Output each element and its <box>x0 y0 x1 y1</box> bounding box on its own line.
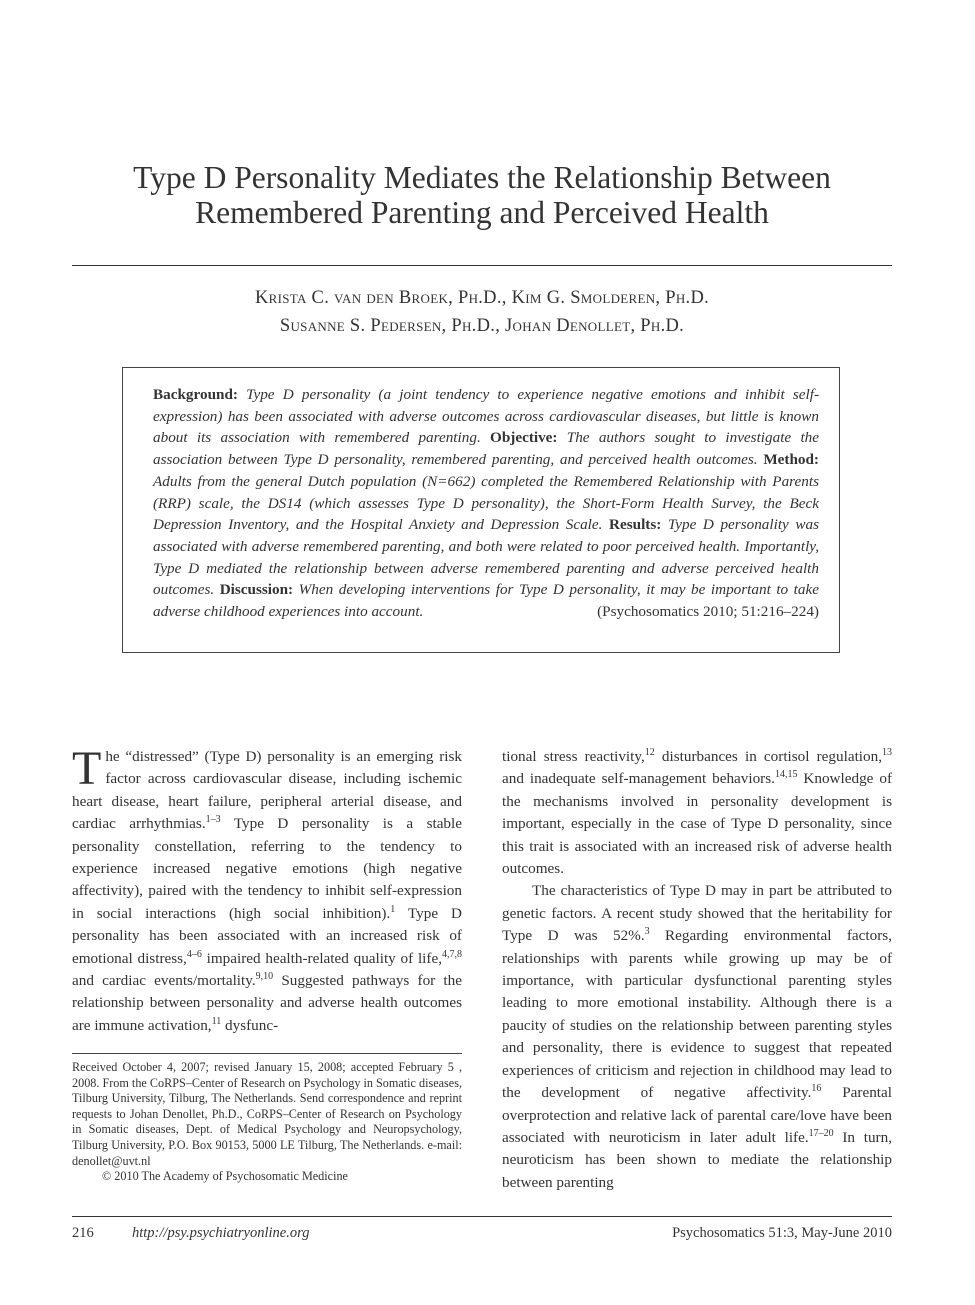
body-text: The characteristics of Type D may in part be attributed to genetic factors. A recent study showed that the heritability for Type D was 52%. <box>502 882 892 945</box>
body-text: disturbances in cortisol regulation, <box>654 748 882 765</box>
abstract-citation: (Psychosomatics 2010; 51:216–224) <box>597 603 819 621</box>
reference-superscript: 13 <box>882 746 892 758</box>
body-paragraph <box>72 742 462 1037</box>
body-column-left <box>72 742 462 1037</box>
reference-superscript: 3 <box>644 926 650 938</box>
abstract-objective-label: Objective: <box>490 429 567 447</box>
abstract-background-text: Type D personality (a joint tendency to experience negative emotions and inhibit self-expression) has been associated with adverse outcomes across cardiovascular diseases, but little is known about its association with remembered parenting. <box>153 386 820 447</box>
reference-superscript: 1 <box>390 903 396 915</box>
body-text: Regarding environmental factors, relationships with parents while growing up may be of importance, with particular dysfunctional parenting styles leading to more emotional instability. Although there is a paucity of studies on the relationship between parenting styles and personality, there is evidence to suggest that repeated experiences of criticism and rejection in childhood may lead to the development of negative affectivity. <box>502 927 892 1102</box>
body-text: Type D personality is a stable personality constellation, referring to the tendency to experience increased negative emotions (high negative affectivity), paired with the tendency to inhibit self-expression in social interactions (high social inhibition). <box>72 815 462 922</box>
title-line-2: Remembered Parenting and Perceived Health <box>195 195 769 230</box>
footnote <box>72 1060 462 1185</box>
body-text: impaired health-related quality of life, <box>201 949 442 967</box>
abstract-background-label: Background: <box>153 386 247 403</box>
body-paragraph <box>502 746 892 880</box>
body-text: In turn, neuroticism has been shown to mediate the relationship between parenting <box>502 1128 892 1191</box>
journal-issue: Psychosomatics 51:3, May-June 2010 <box>672 1225 892 1241</box>
journal-url-link[interactable]: http://psy.psychiatryonline.org <box>132 1225 310 1241</box>
body-text: Type D personality has been associated with an increased risk of emotional distress, <box>72 904 462 967</box>
body-text: and inadequate self-management behaviors. <box>502 770 775 788</box>
footnote-text: Received October 4, 2007; revised January 15, 2008; accepted February 5 , 2008. From the CoRPS–Center of Research on Psychology in Somatic diseases, Tilburg University, Tilburg, The Netherlands. Send correspondence and reprint requests to Johan Denollet, Ph.D., CoRPS–Center of Research on Psychology in Somatic diseases, Dept. of Medical Psychology and Neuropsychology, Tilburg University, P.O. Box 90153, 5000 LE Tilburg, The Netherlands. e-mail: denollet@uvt.nl <box>72 1060 462 1168</box>
author-list <box>72 284 892 340</box>
body-text: Knowledge of the mechanisms involved in personality development is important, especially in the case of Type D personality, since this trait is associated with an increased risk of adverse health outcomes. <box>502 770 892 878</box>
reference-superscript: 4,7,8 <box>442 948 462 960</box>
reference-superscript: 4–6 <box>186 948 202 960</box>
body-text: and cardiac events/mortality. <box>72 972 256 990</box>
abstract-results-text: Type D personality was associated with adverse remembered parenting, and both were related to poor perceived health. Importantly, Type D mediated the relationship between adverse remembered parenting and adverse perceived health outcomes. <box>153 516 820 599</box>
abstract-discussion-label: Discussion: <box>219 581 299 599</box>
reference-superscript: 1–3 <box>205 814 221 826</box>
abstract-discussion-text: When developing interventions for Type D personality, it may be important to take adverse childhood experiences into account. <box>153 581 819 621</box>
body-text: Parental overprotection and relative lack of parental care/love have been associated with neuroticism in later adult life. <box>502 1084 892 1146</box>
footnote-divider <box>72 1053 462 1054</box>
body-text: he “distressed” (Type D) personality is an emerging risk factor across cardiovascular disease, including ischemic heart disease, heart failure, peripheral arterial disease, and cardiac arrhythmias. <box>72 748 462 833</box>
title-line-1: Type D Personality Mediates the Relationship Between <box>133 160 831 195</box>
body-text: Suggested pathways for the relationship between personality and adverse health outcomes are immune activation, <box>72 972 462 1034</box>
article-title <box>72 160 892 230</box>
abstract-method-label: Method: <box>763 451 819 469</box>
body-paragraph <box>502 880 892 1194</box>
reference-superscript: 17–20 <box>808 1127 834 1139</box>
abstract-results-label: Results: <box>609 516 668 534</box>
body-column-right <box>502 746 892 1194</box>
footer-divider <box>72 1216 892 1217</box>
page-number: 216 <box>72 1225 94 1241</box>
reference-superscript: 12 <box>644 746 655 758</box>
abstract-box <box>122 367 840 653</box>
drop-cap: T <box>72 742 102 795</box>
authors-line-1: Krista C. van den Broek, Ph.D., Kim G. Smolderen, Ph.D. <box>254 288 710 308</box>
copyright-notice: © 2010 The Academy of Psychosomatic Medicine <box>102 1169 348 1184</box>
body-text: tional stress reactivity, <box>502 748 645 765</box>
reference-superscript: 9,10 <box>255 971 274 982</box>
abstract-method-text: Adults from the general Dutch population (N=662) completed the Remembered Relationship with Parents (RRP) scale, the DS14 (which assesses Type D personality), the Short-Form Health Survey, the Beck Depression Inventory, and the Hospital Anxiety and Depression Scale. <box>153 472 819 534</box>
title-divider <box>72 265 892 266</box>
reference-superscript: 16 <box>811 1083 822 1095</box>
reference-superscript: 11 <box>211 1015 222 1027</box>
abstract-objective-text: The authors sought to investigate the association between Type D personality, remembered parenting, and perceived health outcomes. <box>153 429 819 469</box>
reference-superscript: 14,15 <box>774 769 798 781</box>
authors-line-2: Susanne S. Pedersen, Ph.D., Johan Denollet, Ph.D. <box>279 316 685 336</box>
body-text: dysfunc- <box>221 1016 279 1034</box>
